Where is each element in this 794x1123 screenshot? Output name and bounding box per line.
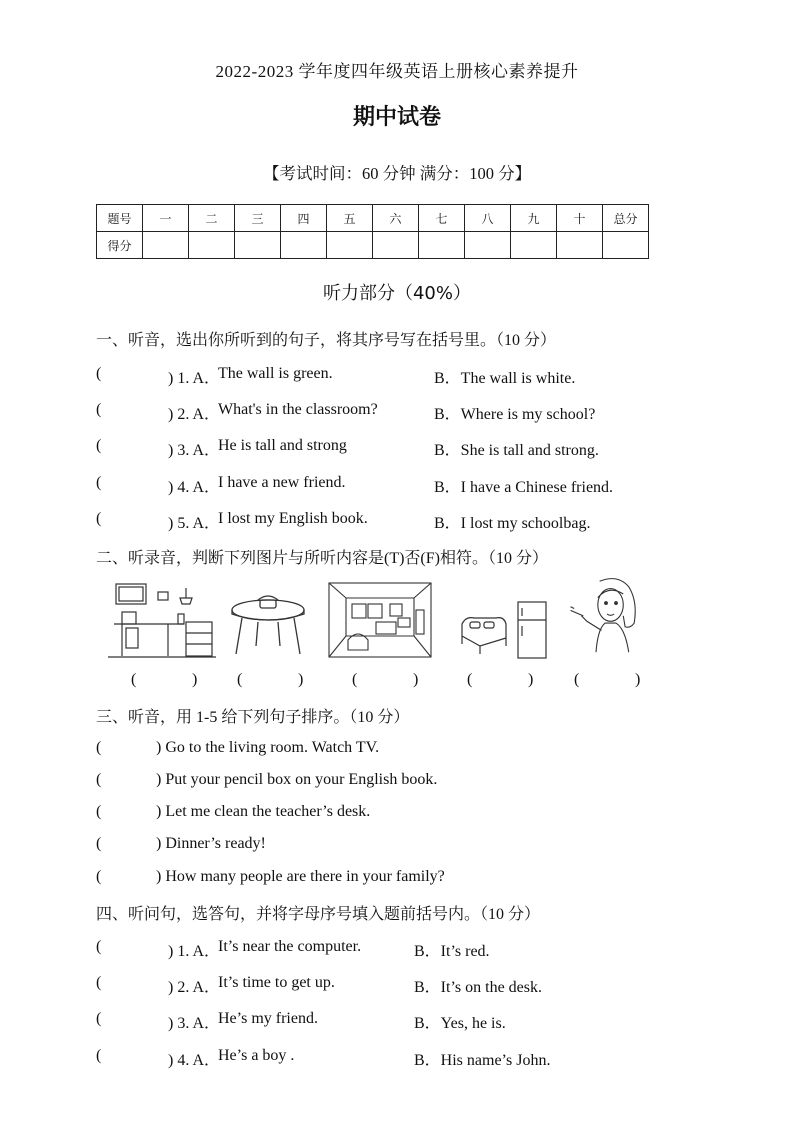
bracket-close: )	[413, 671, 419, 688]
score-input-cell[interactable]	[373, 232, 419, 259]
score-input-cell[interactable]	[557, 232, 603, 259]
bracket-close: )	[528, 671, 534, 688]
score-table-header-row	[97, 205, 649, 232]
question-number: ) 1. A．	[168, 943, 221, 960]
score-input-cell[interactable]	[235, 232, 281, 259]
question-number: ) 2. A．	[168, 406, 221, 423]
option-b: B．It’s red.	[414, 943, 490, 960]
option-a: The wall is green.	[218, 365, 333, 382]
sentence: ) Go to the living room. Watch TV.	[156, 739, 380, 756]
question-number: ) 5. A．	[168, 515, 221, 532]
score-cell: 得分	[97, 232, 143, 259]
answer-bracket[interactable]: (	[96, 739, 102, 756]
score-cell: 三	[235, 205, 281, 232]
bracket-close: )	[635, 671, 641, 688]
answer-bracket[interactable]: (	[96, 771, 102, 788]
score-cell: 五	[327, 205, 373, 232]
score-cell: 四	[281, 205, 327, 232]
bracket-close: )	[298, 671, 304, 688]
teacher-picture	[565, 574, 647, 654]
score-cell: 一	[143, 205, 189, 232]
question-row	[96, 365, 716, 387]
question-row	[96, 1010, 716, 1032]
sentence: ) Put your pencil box on your English book.	[156, 771, 438, 788]
score-table-score-row	[97, 232, 649, 259]
score-cell: 九	[511, 205, 557, 232]
living-room-picture	[328, 580, 432, 660]
question-row	[96, 974, 716, 996]
option-b: B．His name’s John.	[414, 1052, 551, 1069]
ordering-row	[96, 868, 716, 890]
study-room-picture	[108, 580, 216, 660]
score-input-cell[interactable]	[603, 232, 649, 259]
option-b: B．I lost my schoolbag.	[434, 515, 591, 532]
question-number: ) 3. A．	[168, 1015, 221, 1032]
score-cell: 七	[419, 205, 465, 232]
exam-title: 期中试卷	[352, 105, 441, 130]
bracket-open: (	[237, 671, 243, 688]
answer-bracket[interactable]: (	[96, 474, 102, 491]
option-a: It’s near the computer.	[218, 938, 362, 955]
score-input-cell[interactable]	[189, 232, 235, 259]
option-a: I lost my English book.	[218, 510, 368, 527]
option-a: He is tall and strong	[218, 437, 347, 454]
score-input-cell[interactable]	[419, 232, 465, 259]
score-input-cell[interactable]	[281, 232, 327, 259]
section3-heading: 三、听音，用 1-5 给下列句子排序。（10 分）	[96, 709, 410, 726]
ordering-row	[96, 771, 716, 793]
ordering-row	[96, 739, 716, 761]
score-table	[96, 204, 649, 259]
bracket-open: (	[131, 671, 137, 688]
option-a: It’s time to get up.	[218, 974, 335, 991]
exam-subtitle: 2022-2023 学年度四年级英语上册核心素养提升	[215, 62, 579, 81]
score-cell: 题号	[97, 205, 143, 232]
exam-info: 【考试时间：60 分钟 满分：100 分】	[262, 164, 532, 183]
question-row	[96, 474, 716, 496]
option-b: B．Where is my school?	[434, 406, 596, 423]
ordering-row	[96, 803, 716, 825]
ordering-row	[96, 835, 716, 857]
answer-bracket[interactable]: (	[96, 1047, 102, 1064]
listening-part-title: 听力部分（40%）	[322, 283, 471, 304]
answer-bracket[interactable]: (	[96, 868, 102, 885]
section1-heading: 一、听音，选出你所听到的句子，将其序号写在括号里。（10 分）	[96, 332, 557, 349]
option-a: He’s my friend.	[218, 1010, 318, 1027]
round-table-picture	[228, 580, 308, 660]
question-number: ) 2. A．	[168, 979, 221, 996]
score-input-cell[interactable]	[465, 232, 511, 259]
score-cell: 六	[373, 205, 419, 232]
section4-heading: 四、听问句，选答句，并将字母序号填入题前括号内。（10 分）	[96, 906, 541, 923]
option-a: He’s a boy .	[218, 1047, 295, 1064]
score-input-cell[interactable]	[511, 232, 557, 259]
question-row	[96, 437, 716, 459]
score-cell: 总分	[603, 205, 649, 232]
score-input-cell[interactable]	[327, 232, 373, 259]
score-cell: 十	[557, 205, 603, 232]
question-number: ) 3. A．	[168, 442, 221, 459]
answer-bracket[interactable]: (	[96, 1010, 102, 1027]
score-cell: 二	[189, 205, 235, 232]
answer-bracket[interactable]: (	[96, 803, 102, 820]
bracket-open: (	[352, 671, 358, 688]
option-b: B．The wall is white.	[434, 370, 576, 387]
question-number: ) 4. A．	[168, 1052, 221, 1069]
option-b: B．I have a Chinese friend.	[434, 479, 614, 496]
sentence: ) Dinner’s ready!	[156, 835, 266, 852]
score-input-cell[interactable]	[143, 232, 189, 259]
option-a: What's in the classroom?	[218, 401, 378, 418]
bracket-open: (	[467, 671, 473, 688]
bracket-close: )	[192, 671, 198, 688]
sentence: ) Let me clean the teacher’s desk.	[156, 803, 371, 820]
bedroom-picture	[456, 580, 552, 660]
answer-bracket[interactable]: (	[96, 510, 102, 527]
answer-bracket[interactable]: (	[96, 401, 102, 418]
sentence: ) How many people are there in your family?	[156, 868, 445, 885]
question-number: ) 4. A．	[168, 479, 221, 496]
question-row	[96, 1047, 716, 1069]
question-row	[96, 510, 716, 532]
answer-bracket[interactable]: (	[96, 938, 102, 955]
question-row	[96, 401, 716, 423]
option-b: B．Yes, he is.	[414, 1015, 506, 1032]
question-number: ) 1. A．	[168, 370, 221, 387]
option-b: B．She is tall and strong.	[434, 442, 599, 459]
answer-bracket[interactable]: (	[96, 974, 102, 991]
section2-heading: 二、听录音，判断下列图片与所听内容是(T)否(F)相符。（10 分）	[96, 550, 548, 567]
question-row	[96, 938, 716, 960]
answer-bracket[interactable]: (	[96, 835, 102, 852]
option-b: B．It’s on the desk.	[414, 979, 542, 996]
answer-bracket[interactable]: (	[96, 365, 102, 382]
score-cell: 八	[465, 205, 511, 232]
answer-bracket[interactable]: (	[96, 437, 102, 454]
bracket-open: (	[574, 671, 580, 688]
option-a: I have a new friend.	[218, 474, 346, 491]
